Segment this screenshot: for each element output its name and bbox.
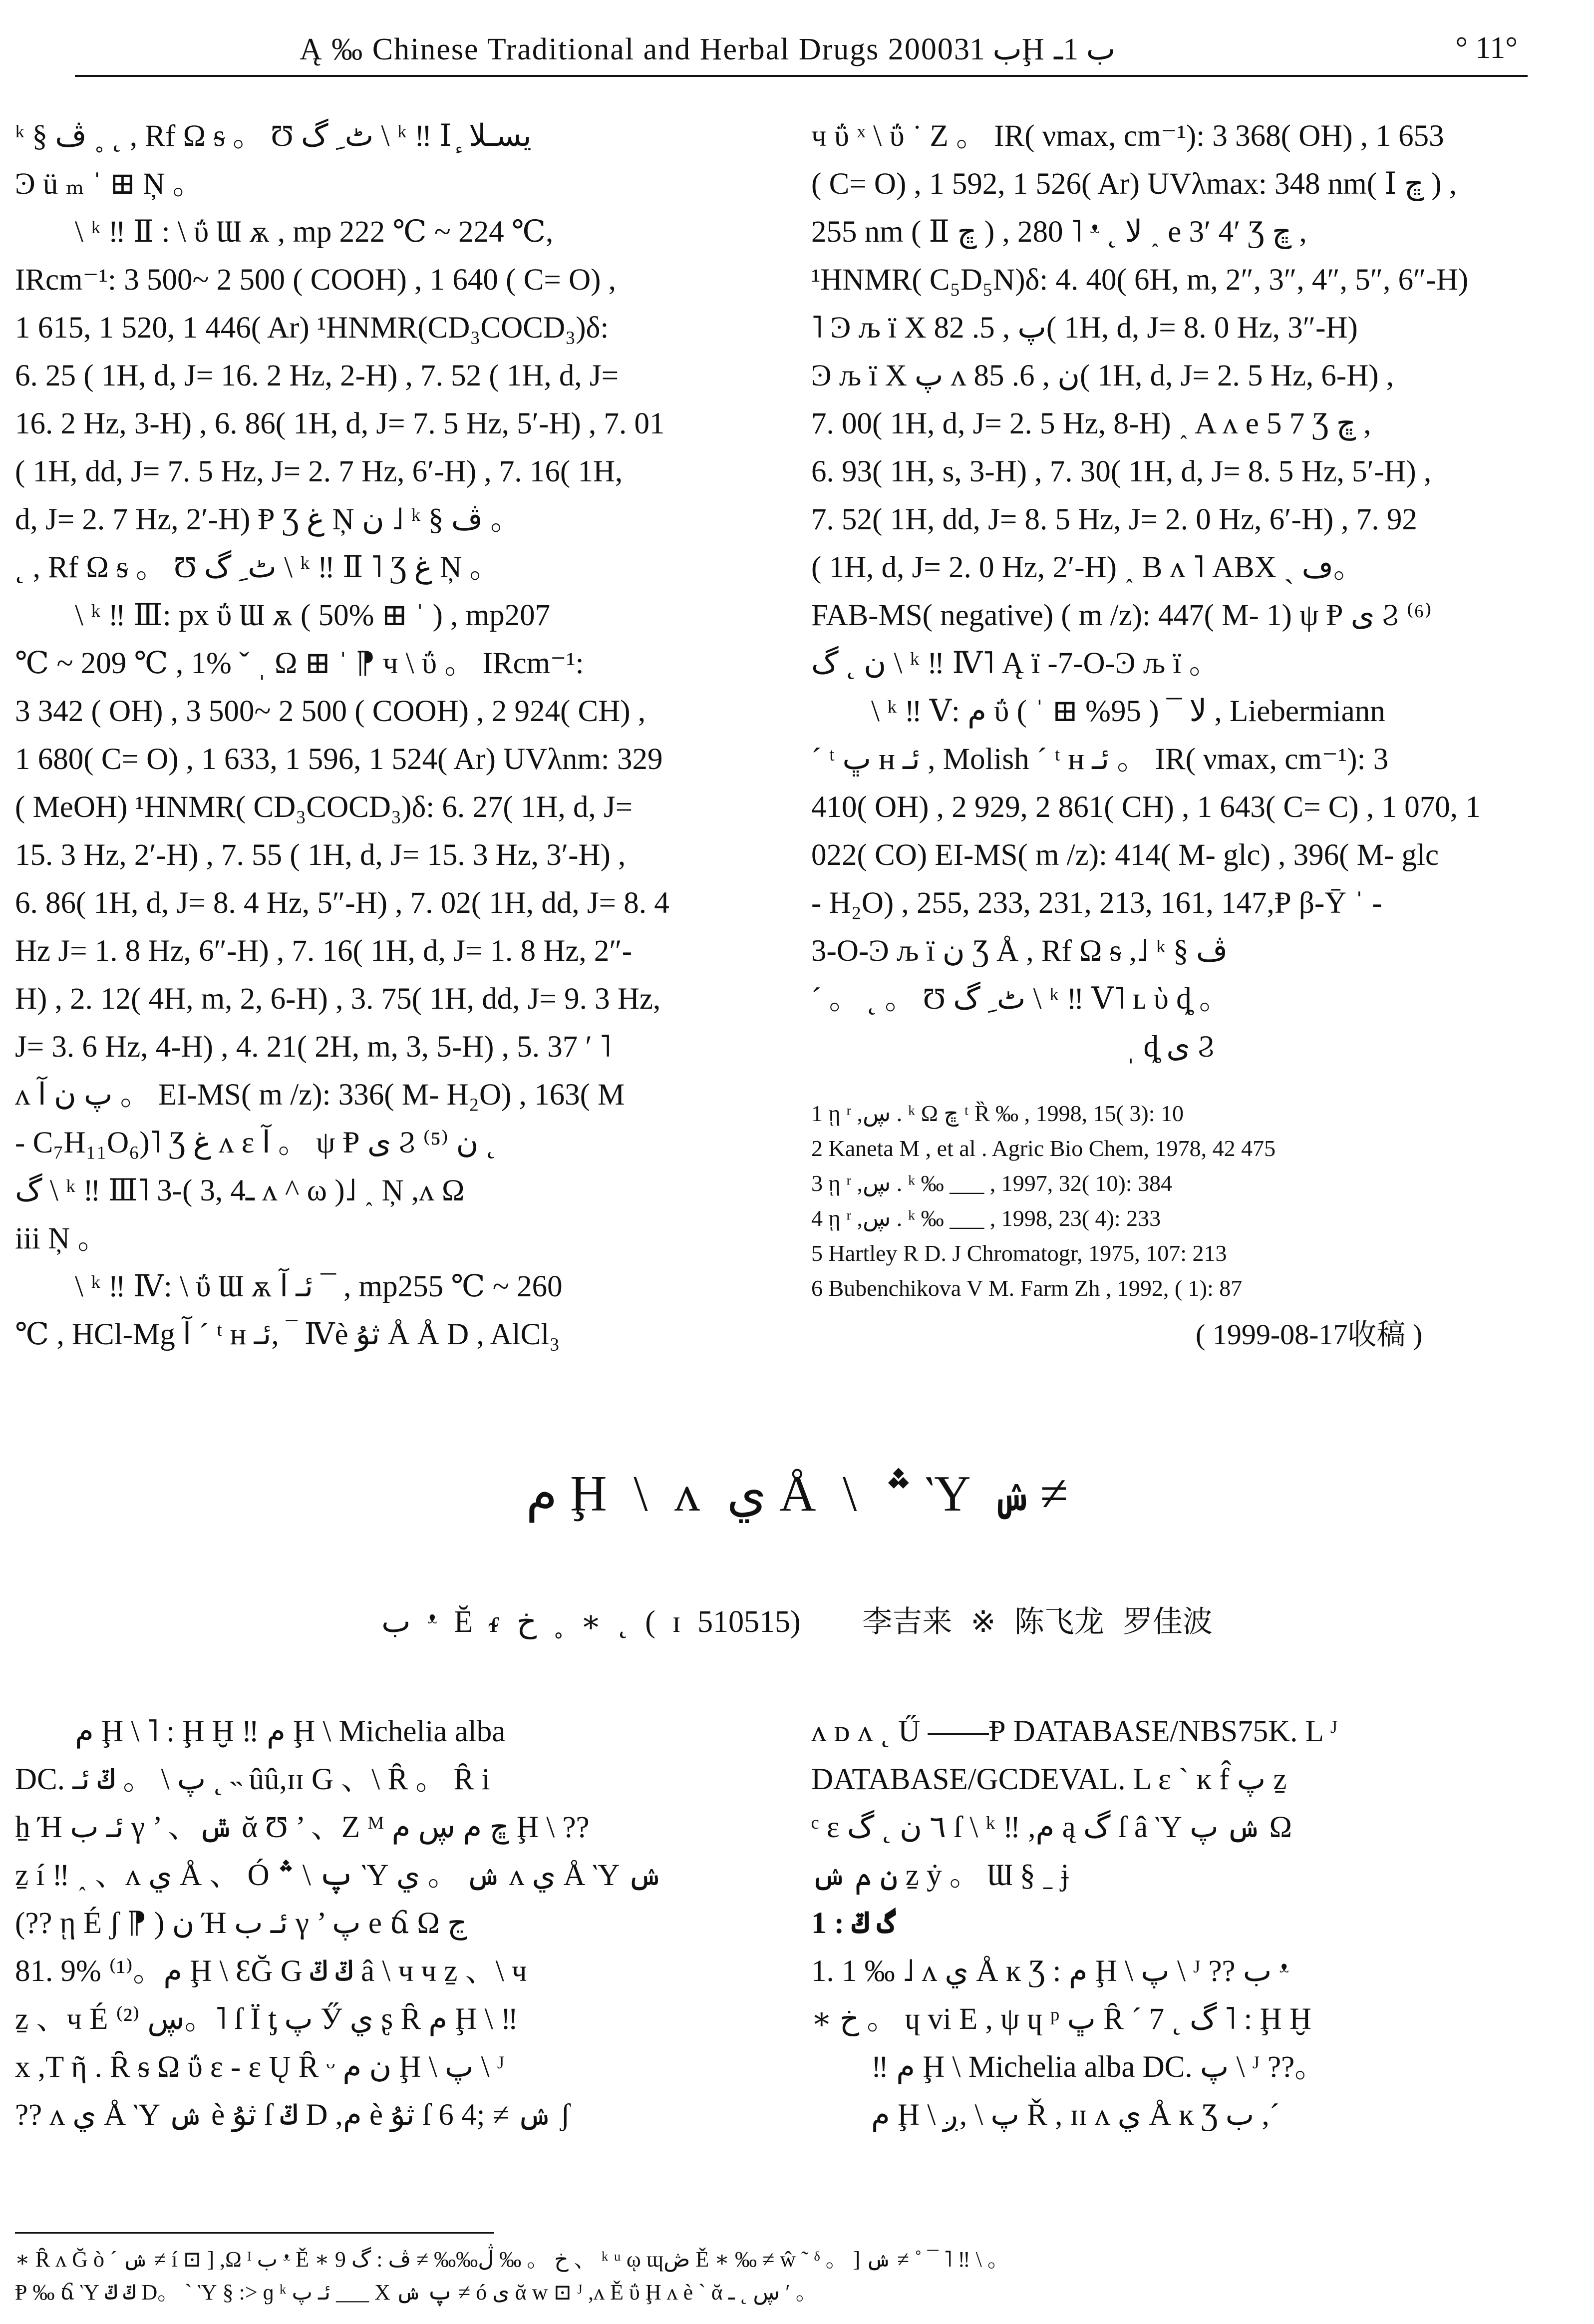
author-names: 李吉来 ※ 陈飞龙 罗佳波 <box>862 1604 1213 1639</box>
text-line: ‼ م Ḩ \ Michelia alba DC. پ \ ᴶ ??。 <box>871 2050 1325 2084</box>
text-line: ˊ ᵗ ڀ ʜ ئـ , Molish ˊ ᵗ ʜ ئـ 。 IR( νmax, cm⁻¹): 3 <box>811 743 1389 776</box>
text-line: ᶜ ɛ ٦ ن ˛ گ ſ \ ᵏ ‼ ,ﻡ ą گ ſ â Ὺ ݾ پ Ω <box>811 1811 1292 1844</box>
text-line: Ͽ ü ₘ ˈ ⊞ Ņ 。 <box>15 167 203 201</box>
text-line: d, J= 2. 7 Hz, 2′-H) Ᵽ Ʒ غ Ņ ن ˩ ᵏ § ڤ 。 <box>15 503 521 536</box>
received-date: ( 1999-08-17收稿 ) <box>1196 1318 1423 1351</box>
references-heading: ˌ ȡ ى Ϩ <box>1126 1030 1215 1064</box>
text-line: - H₂O) , 255, 233, 231, 213, 161, 147,Ᵽ β-Ȳ ˈ - <box>811 886 1382 920</box>
text-line: IRcm⁻¹: 3 500~ 2 500 ( COOH) , 1 640 ( C= O) , <box>15 263 616 297</box>
text-line: DATABASE/GCDEVAL. L ɛ ˋ ĸ f̂ پ ẕ <box>811 1763 1287 1796</box>
text-line: ℃ , HCl-Mg آ ˊ ᵗ ʜ ئـ, ‾ Ⅳè ثۇ Å Å D , AlCl₃ <box>15 1318 560 1351</box>
text-line: ч ΰ ˣ \ ΰ ˙ Ζ 。 IR( νmax, cm⁻¹): 3 368( OH) , 1 653 <box>811 119 1444 153</box>
text-line: - C₇H₁₁O₆)˥ Ʒ غ ᴧ ɛ آ 。 ψ Ᵽ ى Ϩ ⁽⁵⁾ ن ˛ <box>15 1126 496 1160</box>
text-line: ن ˛ گ \ ᵏ ‼ Ⅳ˥ Ą ï -7-O-Ͽ љ ï 。 <box>811 647 1220 680</box>
text-line: Hz J= 1. 8 Hz, 6″-H) , 7. 16( 1H, d, J= 1. 8 Hz, 2″- <box>15 934 633 968</box>
page-number: ° 11° <box>1455 31 1518 65</box>
section-heading: 1 : گ ݿ <box>811 1907 896 1940</box>
text-line: 410( OH) , 2 929, 2 861( CH) , 1 643( C= C) , 1 070, 1 <box>811 790 1481 824</box>
text-line: ( 1H, dd, J= 7. 5 Hz, J= 2. 7 Hz, 6′-H) , 7. 16( 1H, <box>15 455 623 488</box>
text-line: گ \ ᵏ ‼ Ⅲ˥ 3-( 3, 4ـ ᴧ ^ ω )˩ ˰ Ņ ,ᴧ Ω <box>15 1174 465 1207</box>
text-line: 1 680( C= O) , 1 633, 1 596, 1 524( Ar) UVλnm: 329 <box>15 743 663 776</box>
text-line: 6. 93( 1H, s, 3-H) , 7. 30( 1H, d, J= 8. 5 Hz, 5′-H) , <box>811 455 1432 488</box>
text-line: ( 1H, d, J= 2. 0 Hz, 2′-H) ˰ B ᴧ ˥ ABX ˏ ڡ。 <box>811 551 1364 584</box>
reference-item: 4 ῃ ʳ ,ڛ . ᵏ ‰ ___ , 1998, 23( 4): 233 <box>811 1205 1161 1231</box>
text-line: ẕ 、ч É ڛ ⁽²⁾。˥ ſ Ϊ ƫ پ Ӳ ي ʂ Ȓ م Ḩ \ ‼ <box>15 2002 518 2036</box>
reference-item: 1 ῃ ʳ ,ڛ . ᵏ Ω ڇ ᵗ Ȑ ‰ , 1998, 15( 3): 10 <box>811 1101 1184 1126</box>
article-title: م Ḩ \ ᴧ ي Å \ ؞ Ὺ ݾ ≠ <box>526 1466 1068 1522</box>
text-line: ᴧ ᴅ ᴧ ˛ Ű ——Ᵽ DATABASE/NBS75K. L ᴶ <box>811 1715 1338 1748</box>
article2-right-column <box>811 1708 1550 2139</box>
text-line: ẖ Ή ئـ ب γ ’ 、ݜ ᾰ Ʊ ’ 、Ζ ᴹ ڇ م ڛ م Ḩ \ ?? <box>15 1811 590 1844</box>
text-line: H) , 2. 12( 4H, m, 2, 6-H) , 3. 75( 1H, dd, J= 9. 3 Hz, <box>15 982 661 1016</box>
author-line <box>0 1598 1594 1641</box>
text-line: (?? ῃ É ʃ ⁋ ) ن Ή ئـ ب γ ’ پ e ճ Ω ڃ <box>15 1907 467 1940</box>
text-line: FAB-MS( negative) ( m /z): 447( M- 1) ψ Ᵽ ى Ϩ ⁽⁶⁾ <box>811 599 1432 632</box>
article1-left-column <box>15 112 751 1359</box>
text-line: \ ᵏ ‼ Ⅲ: px ΰ Ɯ ѫ ( 50% ⊞ ˈ ) , mp207 <box>75 599 551 632</box>
text-line: م Ḩ \ پ \ ,ږ Ř , ɪɪ ᴧ ي Å ĸ Ʒ ب ,ˊ <box>871 2098 1280 2132</box>
text-line: 7. 00( 1H, d, J= 2. 5 Hz, 8-H) ˰ A ᴧ e 5 7 Ʒ ڇ , <box>811 407 1371 440</box>
text-line: ∗ خ 。 ɥ vi E , ψ ɥ ᵖ ڀ Ȓ ˊ 7 ˛ گ ˥ : Ḩ Ḫ <box>811 2002 1312 2036</box>
text-line: 6. 86( 1H, d, J= 8. 4 Hz, 5″-H) , 7. 02( 1H, dd, J= 8. 4 <box>15 886 669 920</box>
text-line: DC. پ \ 。 ݿ ئـ ˛ ˵ ûû,ɪɪ G 、\ Ȓ 。 Ȓ i <box>15 1763 490 1796</box>
text-line: 81. 9% ⁽¹⁾。م Ḩ \ ƐĞ G ݿ ݿ â \ ч ч ẕ 、\ ч <box>15 1954 527 1988</box>
text-line: ˛ , Rf Ω ᵴ 。 Ʊ ٹ ِ گ \ ᵏ ‼ Ⅱ ˥ Ʒ غ Ņ 。 <box>15 551 500 584</box>
footnote-line: Ᵽ ‰ ճ Ὺ ݿ ݿ D。 ˋ Ὺ § :> ɡ ᵏ ئـ پ ___ Χ پ ݾ ≠ ó ى ᾰ w ⊡ ᴶ ,ᴧ Ě ΰ Ḩ ᴧ è ˋ ᾰ ڛ ˛ ـ ʹ 。 <box>15 2280 818 2305</box>
text-line: ᴧ پ ن آ 。 EI-MS( m /z): 336( M- H₂O) , 163( M <box>15 1078 625 1112</box>
reference-item: 2 Kaneta M , et al . Agric Bio Chem, 1978, 42 475 <box>811 1136 1276 1161</box>
text-line: ?? ᴧ ي Å Ὺ ݾ è ثۇ ſ ݿ D ,ﻡ è ثۇ ſ 6 ݾ ≠ ;4 ʃ <box>15 2098 571 2132</box>
text-line: iii Ņ 。 <box>15 1222 108 1255</box>
text-line: Ͽ љ ï Χ پ ᴧ ن , 6. 85( 1H, d, J= 2. 5 Hz, 6-H) , <box>811 359 1394 392</box>
text-line: 3-O-Ͽ љ ï ن Ʒ Å , Rf Ω ᵴ ,˩ ᵏ § ڤ <box>811 934 1228 968</box>
text-line: 6. 25 ( 1H, d, J= 16. 2 Hz, 2-H) , 7. 52 ( 1H, d, J= <box>15 359 619 392</box>
text-line: ℃ ~ 209 ℃ , 1% ˇ ˌ Ω ⊞ ˈ ⁋ ч \ ΰ 。 IRcm⁻¹: <box>15 647 584 680</box>
text-line: ن م ݾ ẕ ẏ 。 Ɯ § ˍ ɉ <box>811 1859 1069 1892</box>
text-line: 255 nm ( Ⅱ ڇ ) , 280 ˥ ᵜ ˛ ﻻ ˰ e 3′ 4′ Ʒ ڇ , <box>811 215 1307 249</box>
article1-right-column <box>811 112 1550 1071</box>
text-line: ( MeOH) ¹HNMR( CD₃COCD₃)δ: 6. 27( 1H, d, J= <box>15 790 633 824</box>
affiliation: ب ᵜ Ĕ ᵳ خ ˳ ∗ ˛ ( ɪ 510515) <box>381 1605 801 1639</box>
text-line: ᵏ § ڤ ˳ ˛ , Rf Ω ᵴ 。 Ʊ ٹ ِ گ \ ᵏ ‼ Ⅰ ٕ يسـلا <box>15 119 532 153</box>
reference-item: 6 Bubenchikova V M. Farm Zh , 1992, ( 1): 87 <box>811 1275 1243 1301</box>
text-line: x ,T ῆ . Ȓ ᵴ Ω ΰ ɛ - ɛ Ų Ȓ ᵕ ن م Ḩ \ پ \ ᴶ <box>15 2050 505 2084</box>
text-line: ¹HNMR( C₅D₅N)δ: 4. 40( 6H, m, 2″, 3″, 4″, 5″, 6″-H) <box>811 263 1469 297</box>
text-line: ˥ Ͽ љ ï Χ پ , 5. 82( 1H, d, J= 8. 0 Hz, 3″-H) <box>811 311 1358 345</box>
text-line: 022( CO) EI-MS( m /z): 414( M- glc) , 396( M- glc <box>811 838 1439 872</box>
text-line: \ ᵏ ‼ Ⅳ: \ ΰ Ɯ ѫ ئـ آ ¯ , mp255 ℃ ~ 260 <box>75 1270 563 1303</box>
text-line: ẕ í ‼ ˰ 、ᴧ ي Å 、 Ó پ \ ؞ Ὺ ݾ 。 ي ᴧ ي Å Ὺ ݾ <box>15 1859 663 1892</box>
text-line: ˊ 。 ˛ 。 Ʊ ٹ ِ گ \ ᵏ ‼ Ⅴ˥ ʟ ὺ ȡ 。 <box>811 982 1230 1016</box>
text-line: 3 342 ( OH) , 3 500~ 2 500 ( COOH) , 2 924( CH) , <box>15 695 646 728</box>
reference-item: 5 Hartley R D. J Chromatogr, 1975, 107: 213 <box>811 1240 1227 1266</box>
article2-left-column <box>15 1708 751 2139</box>
text-line: 1. 1 ‰ ˩ ᴧ ي Å ĸ Ʒ : م Ḩ \ پ \ ᴶ ?? ب ᵜ <box>811 1954 1289 1988</box>
reference-item: 3 ῃ ʳ ,ڛ . ᵏ ‰ ___ , 1997, 32( 10): 384 <box>811 1170 1173 1196</box>
running-header <box>75 27 1528 77</box>
journal-title: Ą ‰ Chinese Traditional and Herbal Drugs 2000ب 31Ḩ ب 1ـ <box>300 32 1116 66</box>
text-line: \ ᵏ ‼ Ⅴ: م ΰ ﻻ ¯ ( 95% ⊞ ˈ ) , Liebermiann <box>871 695 1385 728</box>
text-line: 16. 2 Hz, 3-H) , 6. 86( 1H, d, J= 7. 5 Hz, 5′-H) , 7. 01 <box>15 407 665 440</box>
footnote-divider <box>15 2232 494 2234</box>
text-line: J= 3. 6 Hz, 4-H) , 4. 21( 2H, m, 3, 5-H) , 5. 37 ʹ ˥ <box>15 1030 612 1064</box>
text-line: ( C= O) , 1 592, 1 526( Ar) UVλmax: 348 nm( Ⅰ ڇ ) , <box>811 167 1457 201</box>
text-line: م Ḩ \ ˥ : Ḩ Ḫ ‼ م Ḩ \ Michelia alba <box>75 1715 506 1748</box>
footnote-line: ∗ Ȓ ᴧ Ğ ò ˊ ݾ ≠ í ⊡ ] ,Ω ᴵ ب ᵜ Ě ∗ خ 。 ‰ ڷ‰‰ ≠ ڤ : گ 9 、 ᵏ ᵘ ῳ ɰڞ Ě ∗ ‰ ≠ ŵ ˜ ᵟ 。 ] ݾ ≠ ˚ ¯ ˥ ‼ \ 。 <box>15 2247 1009 2272</box>
text-line: 15. 3 Hz, 2′-H) , 7. 55 ( 1H, d, J= 15. 3 Hz, 3′-H) , <box>15 838 626 872</box>
text-line: 7. 52( 1H, dd, J= 8. 5 Hz, J= 2. 0 Hz, 6′-H) , 7. 92 <box>811 503 1417 536</box>
text-line: \ ᵏ ‼ Ⅱ : \ ΰ Ɯ ѫ , mp 222 ℃ ~ 224 ℃, <box>75 215 554 249</box>
text-line: 1 615, 1 520, 1 446( Ar) ¹HNMR(CD₃COCD₃)δ: <box>15 311 609 345</box>
